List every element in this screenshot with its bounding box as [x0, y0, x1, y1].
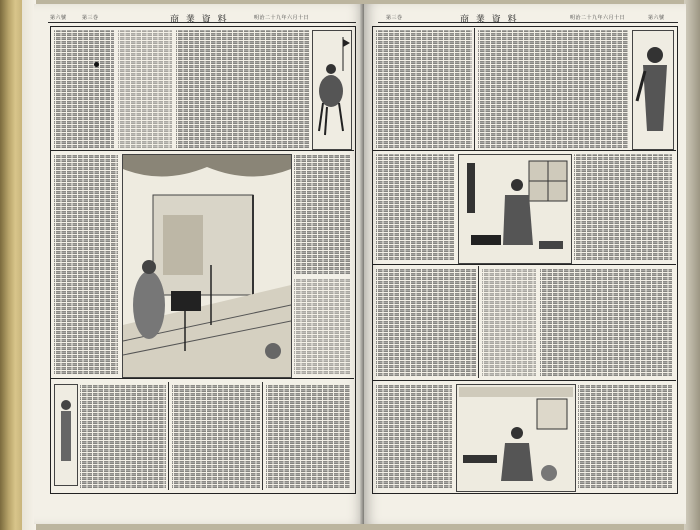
- right-page: [364, 4, 686, 524]
- page-stack-right: [684, 0, 700, 530]
- left-page-number-header: 第六號: [50, 15, 67, 21]
- text-column-block: [478, 30, 628, 148]
- advertisement-box: [118, 30, 172, 148]
- right-date-header: 明治二十九年六月十日: [570, 15, 626, 21]
- right-masthead: 商 業 資 料: [460, 15, 519, 25]
- section-divider: [372, 264, 676, 265]
- section-divider: [372, 380, 676, 381]
- text-column-block: [294, 278, 350, 374]
- figure-illustration: [54, 384, 78, 486]
- section-divider: [50, 150, 354, 151]
- right-header-rule: [378, 22, 678, 23]
- text-column-block: [176, 30, 310, 148]
- right-page-number-header: 第六號: [648, 15, 665, 21]
- left-page: [34, 4, 364, 524]
- text-column-block: [54, 30, 114, 148]
- text-column-block: [80, 384, 166, 488]
- armored-figure-illustration: [632, 30, 674, 150]
- section-divider: [50, 378, 354, 379]
- text-column-block: [376, 154, 454, 260]
- column-divider: [262, 382, 263, 490]
- advertisement-box: [574, 154, 672, 260]
- text-column-block: [266, 384, 350, 488]
- column-divider: [478, 266, 479, 378]
- right-issue-header: 第三巻: [386, 15, 403, 21]
- rider-illustration: [312, 30, 352, 150]
- text-column-block: [376, 268, 476, 376]
- left-header-rule: [48, 22, 356, 23]
- text-column-block: [540, 268, 672, 376]
- text-column-block: [172, 384, 260, 488]
- book-cover-edge-left: [0, 0, 22, 530]
- text-column-block: [376, 384, 452, 488]
- left-issue-header: 第三巻: [82, 15, 99, 21]
- stage-scene-illustration: [122, 154, 292, 378]
- seated-figure-illustration: [456, 384, 576, 492]
- column-divider: [474, 28, 475, 150]
- left-masthead: 商 業 資 料: [170, 15, 229, 25]
- left-date-header: 明治二十九年六月十日: [254, 15, 310, 21]
- column-divider: [168, 382, 169, 490]
- text-column-block: [376, 30, 472, 148]
- text-column-block: [54, 154, 118, 374]
- section-divider: [372, 150, 676, 151]
- interior-scene-illustration: [458, 154, 572, 264]
- text-column-block: [578, 384, 672, 488]
- text-column-block: [482, 268, 536, 376]
- text-column-block: [294, 154, 350, 274]
- bullet-mark: [94, 62, 99, 67]
